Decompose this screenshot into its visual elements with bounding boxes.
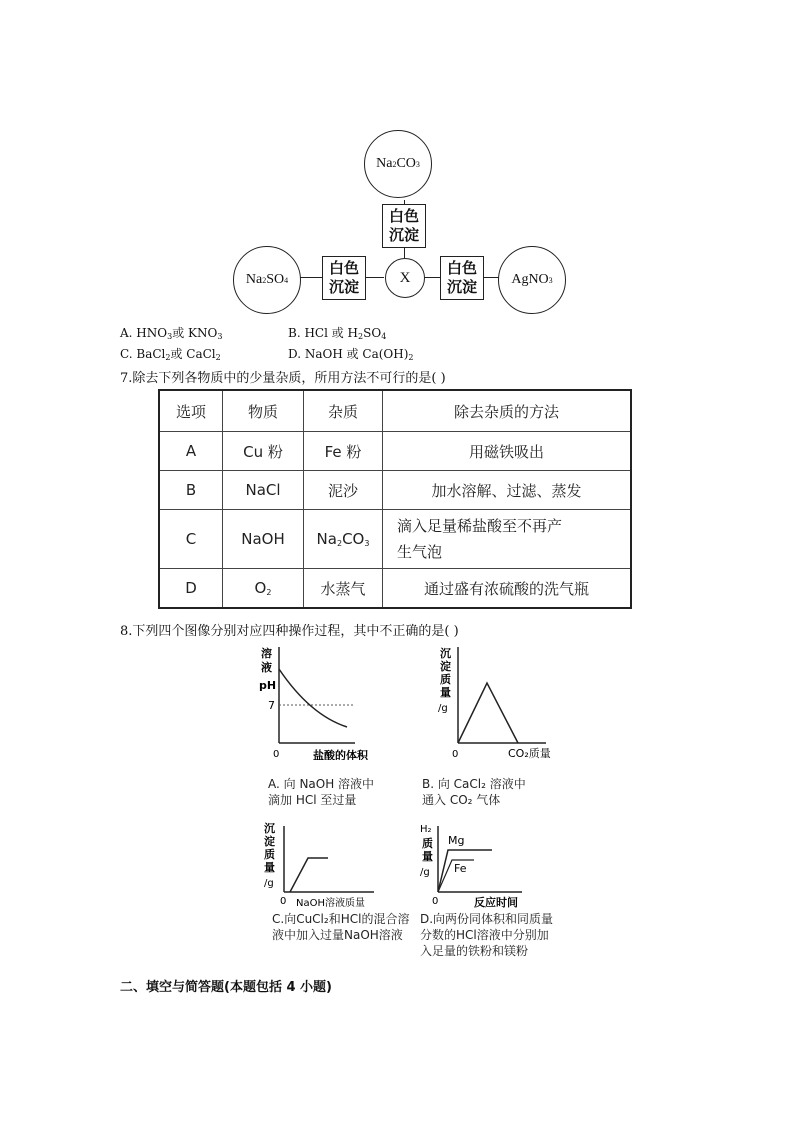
precipitate-curve [290,858,328,892]
header-option: 选项 [159,390,223,432]
graph-b-origin: 0 [452,749,459,760]
precipitate-box-top: 白色 沉淀 [382,204,426,248]
graph-b-xlabel: CO₂质量 [508,747,551,760]
graph-a-origin: 0 [273,749,280,760]
graph-d-ylabel: 质 [422,837,433,850]
graph-d-xlabel: 反应时间 [474,896,518,909]
graph-c-origin: 0 [280,896,287,907]
cell-method: 用磁铁吸出 [383,432,632,471]
fe-label: Fe [454,862,467,875]
q7-table [158,389,632,609]
q8-stem: 8.下列四个图像分别对应四种操作过程，其中不正确的是( ) [120,624,459,639]
graph-d-ylabel: /g [420,867,430,878]
cell-substance: NaCl [223,471,304,510]
graph-c-ylabel: 淀 [264,835,275,848]
graph-a-ylabel: 溶 [261,647,272,660]
header-method: 除去杂质的方法 [383,390,632,432]
graph-c-ylabel: /g [264,878,274,889]
q6-option-b: B. HCl 或 $H_2SO_4$ [288,326,387,341]
cell-substance: NaOH [223,510,304,569]
graph-d-ylabel: H₂ [420,824,432,835]
graph-a-ylabel: pH [259,679,277,692]
graph-a-ylabel: 液 [261,661,272,674]
cell-method: 通过盛有浓硫酸的洗气瓶 [383,569,632,609]
precipitate-curve [458,683,518,743]
graph-a [255,645,385,760]
cell-impurity: Fe 粉 [304,432,383,471]
table-row [159,569,631,609]
graph-b-ylabel: 沉 [440,647,451,660]
cell-impurity: 泥沙 [304,471,383,510]
cell-substance: Cu 粉 [223,432,304,471]
graph-a-xlabel: 盐酸的体积 [313,749,368,760]
mg-label: Mg [448,834,465,847]
graph-c-ylabel: 质 [264,848,275,861]
graph-d-ylabel: 量 [422,850,433,863]
table-row [159,432,631,471]
cell-impurity: $Na_2CO_3$ [304,510,383,569]
q6-option-d: D. NaOH 或 $Ca(OH)_2$ [288,347,414,362]
graph-d [418,820,548,910]
header-impurity: 杂质 [304,390,383,432]
cell-method: 加水溶解、过滤、蒸发 [383,471,632,510]
graph-a-caption: A. 向 NaOH 溶液中 滴加 HCl 至过量 [268,777,375,807]
section-heading: 二、填空与简答题(本题包括 4 小题) [120,980,332,995]
cell-substance: $O_2$ [223,569,304,609]
graph-d-origin: 0 [432,896,439,907]
graph-c [262,820,402,910]
graph-b-ylabel: 质 [440,673,451,686]
graph-c-ylabel: 量 [264,861,275,874]
node-na2co3: Na 2 CO 3 [364,130,432,198]
cell-option: D [159,569,223,609]
graph-c-caption: C.向CuCl₂和HCl的混合溶 液中加入过量NaOH溶液 [272,912,410,942]
graph-a-ref-value: 7 [268,699,275,712]
table-row [159,510,631,569]
q6-option-c: C. BaCl$_2$或 CaCl$_2$ [120,347,221,362]
graph-d-caption: D.向两份同体积和同质量 分数的HCl溶液中分别加 入足量的铁粉和镁粉 [420,912,554,958]
graph-b [436,645,576,760]
cell-option: A [159,432,223,471]
cell-impurity: 水蒸气 [304,569,383,609]
q6-option-a: A. $HNO_3$或 $KNO_3$ [120,326,223,341]
table-row [159,471,631,510]
graph-c-xlabel: NaOH溶液质量 [296,898,365,909]
graph-c-ylabel: 沉 [264,822,275,835]
precipitate-box-right: 白色 沉淀 [440,256,484,300]
table-header-row [159,390,631,432]
cell-option: C [159,510,223,569]
graph-b-ylabel: /g [438,703,448,714]
node-na2so4: Na 2 SO 4 [233,246,301,314]
q7-stem: 7.除去下列各物质中的少量杂质，所用方法不可行的是( ) [120,371,446,386]
graph-b-ylabel: 量 [440,686,451,699]
cell-method: 滴入足量稀盐酸至不再产 生气泡 [383,510,632,569]
graph-b-ylabel: 淀 [440,660,451,673]
ph-curve [279,669,347,727]
graph-b-caption: B. 向 CaCl₂ 溶液中 通入 CO₂ 气体 [422,777,526,807]
node-x: X [385,258,425,298]
node-agno3: AgNO 3 [498,246,566,314]
precipitate-box-left: 白色 沉淀 [322,256,366,300]
header-substance: 物质 [223,390,304,432]
cell-option: B [159,471,223,510]
